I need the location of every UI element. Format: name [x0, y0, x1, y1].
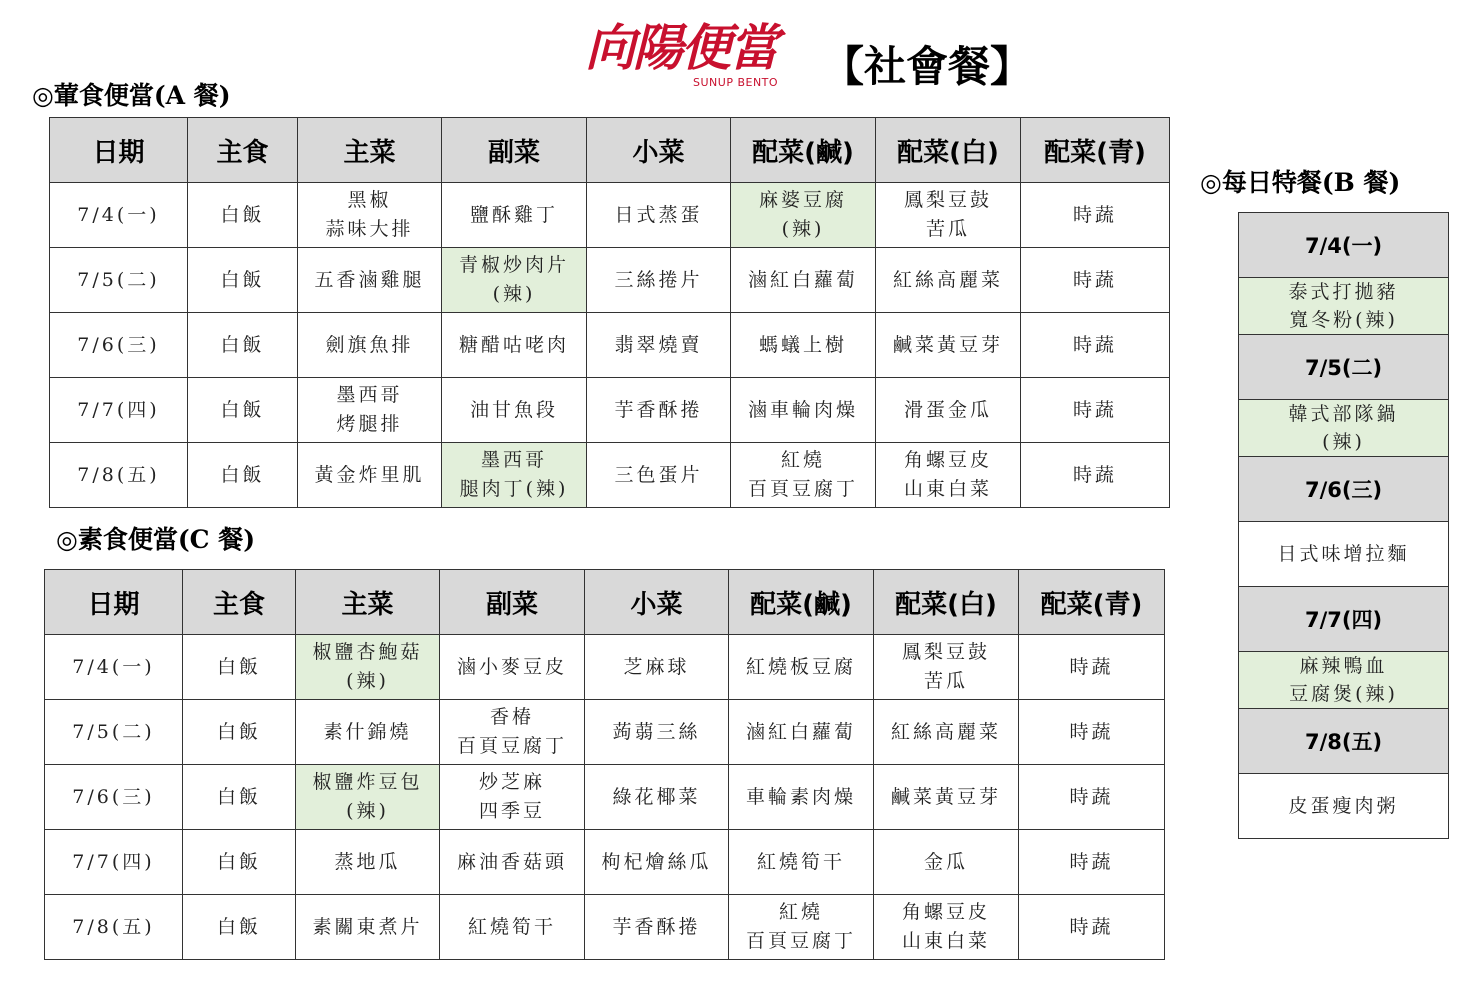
cell-text-line: (辣) — [492, 283, 536, 305]
cell-text-line: 7/8(五) — [72, 915, 155, 938]
cell-text-line: 鹹菜黃豆芽 — [892, 333, 1003, 356]
cell-text-line: 五香滷雞腿 — [314, 268, 425, 291]
dish-cell — [188, 183, 298, 248]
dish-cell — [188, 378, 298, 443]
cell-text-line: 黃金炸里肌 — [314, 463, 425, 486]
date-cell — [50, 313, 188, 378]
cell-text-line: 時蔬 — [1072, 463, 1117, 486]
dish-cell — [729, 895, 874, 960]
cell-text-line: 綠花椰菜 — [612, 785, 701, 808]
cell-text-line: 白飯 — [216, 720, 261, 743]
dish-cell — [1019, 635, 1165, 700]
cell-text-line: 時蔬 — [1069, 720, 1114, 743]
special-dish-cell — [1239, 774, 1449, 839]
cell-text-line: 7/7(四) — [77, 398, 160, 421]
cell-text-line: 時蔬 — [1072, 268, 1117, 291]
cell-text-line: 時蔬 — [1069, 655, 1114, 678]
column-header: 主菜 — [296, 570, 440, 635]
date-cell — [50, 248, 188, 313]
cell-text-line: 時蔬 — [1072, 398, 1117, 421]
dish-cell — [876, 443, 1021, 508]
brand-name: 向陽便當 — [585, 18, 777, 77]
dish-cell — [183, 830, 296, 895]
cell-text-line: 時蔬 — [1069, 850, 1114, 873]
cell-text-line: 三色蛋片 — [614, 463, 703, 486]
cell-text-line: 白飯 — [216, 850, 261, 873]
dish-cell — [1021, 183, 1170, 248]
dish-cell — [298, 313, 442, 378]
special-dish-cell — [1239, 400, 1449, 457]
cell-text-line: 山東白菜 — [903, 478, 992, 500]
cell-text-line: 枸杞燴絲瓜 — [601, 850, 712, 873]
special-dish-cell — [1239, 522, 1449, 587]
dish-cell — [731, 443, 876, 508]
cell-text-line: 螞蟻上樹 — [758, 333, 847, 356]
cell-text-line: 白飯 — [216, 655, 261, 678]
cell-text-line: 日式味增拉麵 — [1277, 543, 1410, 565]
dish-cell — [298, 443, 442, 508]
cell-text-line: 墨西哥 — [480, 449, 547, 471]
dish-cell — [1021, 248, 1170, 313]
dish-cell — [587, 313, 731, 378]
cell-text-line: 鹽酥雞丁 — [469, 203, 558, 226]
cell-text-line: 滷小麥豆皮 — [456, 655, 567, 678]
dish-cell — [585, 830, 729, 895]
cell-text-line: 7/4(一) — [72, 655, 155, 678]
cell-text-line: 時蔬 — [1072, 333, 1117, 356]
dish-cell — [587, 378, 731, 443]
page-title: 【社會餐】 — [822, 42, 1033, 91]
dish-cell — [296, 700, 440, 765]
dish-cell — [874, 830, 1019, 895]
section-b-title: ◎每日特餐(B 餐) — [1200, 168, 1401, 197]
table-row — [50, 378, 1170, 443]
dish-cell — [183, 765, 296, 830]
dish-cell — [731, 313, 876, 378]
dish-cell — [585, 700, 729, 765]
cell-text-line: 炒芝麻 — [478, 771, 545, 793]
dish-cell — [442, 248, 587, 313]
dish-cell — [874, 895, 1019, 960]
cell-text-line: 烤腿排 — [336, 413, 403, 435]
cell-text-line: 鳳梨豆鼓 — [903, 189, 992, 211]
cell-text-line: 紅絲高麗菜 — [890, 720, 1001, 743]
cell-text-line: 滷紅白蘿蔔 — [747, 268, 858, 291]
dish-cell — [729, 765, 874, 830]
cell-text-line: 豆腐煲(辣) — [1289, 683, 1398, 705]
dish-cell — [188, 248, 298, 313]
dish-cell — [440, 700, 585, 765]
cell-text-line: 時蔬 — [1072, 203, 1117, 226]
table-header-row — [45, 570, 1165, 635]
date-cell — [45, 635, 183, 700]
column-header: 配菜(鹹) — [731, 118, 876, 183]
cell-text-line: 紅燒筍干 — [467, 915, 556, 938]
dish-cell — [876, 378, 1021, 443]
cell-text-line: 時蔬 — [1069, 915, 1114, 938]
dish-cell — [876, 313, 1021, 378]
table-row — [45, 700, 1165, 765]
dish-cell — [876, 248, 1021, 313]
dish-cell — [296, 895, 440, 960]
cell-text-line: 韓式部隊鍋 — [1288, 403, 1399, 425]
cell-text-line: 寬冬粉(辣) — [1289, 309, 1398, 331]
date-cell — [45, 895, 183, 960]
cell-text-line: 角螺豆皮 — [901, 901, 990, 923]
dish-cell — [1019, 700, 1165, 765]
dish-cell — [587, 183, 731, 248]
cell-text-line: 糖醋咕咾肉 — [458, 333, 569, 356]
dish-cell — [183, 895, 296, 960]
dish-cell — [1019, 895, 1165, 960]
dish-cell — [296, 830, 440, 895]
dish-cell — [183, 700, 296, 765]
cell-text-line: 紅絲高麗菜 — [892, 268, 1003, 291]
dish-cell — [440, 635, 585, 700]
cell-text-line: 紅燒筍干 — [756, 850, 845, 873]
dish-cell — [731, 183, 876, 248]
cell-text-line: (辣) — [781, 218, 825, 240]
column-header: 配菜(白) — [874, 570, 1019, 635]
dish-cell — [440, 765, 585, 830]
dish-cell — [442, 183, 587, 248]
cell-text-line: 7/6(三) — [72, 785, 155, 808]
cell-text-line: 白飯 — [216, 915, 261, 938]
table-row — [50, 443, 1170, 508]
dish-cell — [188, 443, 298, 508]
cell-text-line: 翡翠燒賣 — [614, 333, 703, 356]
cell-text-line: 劍旗魚排 — [325, 333, 414, 356]
cell-text-line: 素什錦燒 — [323, 720, 412, 743]
dish-cell — [298, 248, 442, 313]
cell-text-line: 白飯 — [220, 203, 265, 226]
column-header: 主食 — [188, 118, 298, 183]
date-cell — [45, 765, 183, 830]
cell-text-line: 滑蛋金瓜 — [903, 398, 992, 421]
cell-text-line: 椒鹽炸豆包 — [312, 771, 423, 793]
dish-cell — [874, 635, 1019, 700]
cell-text-line: 角螺豆皮 — [903, 449, 992, 471]
cell-text-line: 紅燒 — [778, 901, 823, 923]
table-row — [50, 248, 1170, 313]
cell-text-line: 日式蒸蛋 — [614, 203, 703, 226]
dish-cell — [1019, 830, 1165, 895]
dish-cell — [296, 635, 440, 700]
cell-text-line: 麻辣鴨血 — [1299, 655, 1388, 677]
cell-text-line: 百頁豆腐丁 — [745, 930, 856, 952]
date-cell — [45, 700, 183, 765]
cell-text-line: 三絲捲片 — [614, 268, 703, 291]
column-header: 日期 — [45, 570, 183, 635]
cell-text-line: 四季豆 — [478, 800, 545, 822]
column-header: 配菜(白) — [876, 118, 1021, 183]
dish-cell — [585, 895, 729, 960]
column-header: 配菜(青) — [1019, 570, 1165, 635]
dish-cell — [874, 765, 1019, 830]
cell-text-line: 白飯 — [220, 463, 265, 486]
brand-logo — [585, 18, 780, 88]
cell-text-line: 鳳梨豆鼓 — [901, 641, 990, 663]
cell-text-line: 山東白菜 — [901, 930, 990, 952]
dish-cell — [729, 635, 874, 700]
dish-cell — [188, 313, 298, 378]
cell-text-line: 泰式打拋豬 — [1288, 281, 1399, 303]
menu-table-b — [1238, 212, 1449, 839]
cell-text-line: 百頁豆腐丁 — [747, 478, 858, 500]
cell-text-line: 白飯 — [216, 785, 261, 808]
dish-cell — [1021, 378, 1170, 443]
cell-text-line: 皮蛋瘦肉粥 — [1288, 795, 1399, 817]
dish-cell — [585, 765, 729, 830]
date-cell — [50, 443, 188, 508]
cell-text-line: 麻油香菇頭 — [456, 850, 567, 873]
cell-text-line: 7/5(二) — [77, 268, 160, 291]
special-date-cell: 7/7(四) — [1239, 587, 1449, 652]
cell-text-line: (辣) — [346, 800, 389, 822]
cell-text-line: 香椿 — [489, 706, 534, 728]
dish-cell — [729, 700, 874, 765]
cell-text-line: 白飯 — [220, 333, 265, 356]
menu-table-a — [49, 117, 1170, 508]
dish-cell — [587, 443, 731, 508]
special-date-cell: 7/5(二) — [1239, 335, 1449, 400]
cell-text-line: 7/6(三) — [77, 333, 160, 356]
date-cell — [45, 830, 183, 895]
dish-cell — [440, 895, 585, 960]
special-dish-cell — [1239, 652, 1449, 709]
dish-cell — [1021, 313, 1170, 378]
cell-text-line: 白飯 — [220, 268, 265, 291]
cell-text-line: 素關東煮片 — [312, 915, 423, 938]
cell-text-line: 7/8(五) — [77, 463, 160, 486]
cell-text-line: 時蔬 — [1069, 785, 1114, 808]
special-date-cell: 7/4(一) — [1239, 213, 1449, 278]
cell-text-line: 紅燒 — [780, 449, 825, 471]
section-c-title: ◎素食便當(C 餐) — [56, 525, 256, 554]
cell-text-line: 滷車輪肉燥 — [747, 398, 858, 421]
column-header: 副菜 — [442, 118, 587, 183]
dish-cell — [298, 183, 442, 248]
cell-text-line: 7/7(四) — [72, 850, 155, 873]
cell-text-line: (辣) — [1322, 431, 1365, 453]
cell-text-line: 7/5(二) — [72, 720, 155, 743]
dish-cell — [442, 443, 587, 508]
cell-text-line: 7/4(一) — [77, 203, 160, 226]
cell-text-line: 苦瓜 — [923, 670, 968, 692]
menu-table-c — [44, 569, 1165, 960]
date-cell — [50, 378, 188, 443]
cell-text-line: 蒟蒻三絲 — [612, 720, 701, 743]
special-date-cell: 7/8(五) — [1239, 709, 1449, 774]
dish-cell — [298, 378, 442, 443]
special-date-cell: 7/6(三) — [1239, 457, 1449, 522]
cell-text-line: 油甘魚段 — [469, 398, 558, 421]
column-header: 主食 — [183, 570, 296, 635]
table-row — [45, 635, 1165, 700]
brand-subtitle: SUNUP BENTO — [693, 76, 779, 89]
dish-cell — [874, 700, 1019, 765]
cell-text-line: 腿肉丁(辣) — [459, 478, 569, 500]
dish-cell — [442, 378, 587, 443]
cell-text-line: 蒸地瓜 — [334, 850, 401, 873]
cell-text-line: 苦瓜 — [925, 218, 970, 240]
table-row — [45, 895, 1165, 960]
column-header: 主菜 — [298, 118, 442, 183]
date-cell — [50, 183, 188, 248]
cell-text-line: 白飯 — [220, 398, 265, 421]
dish-cell — [731, 248, 876, 313]
dish-cell — [183, 635, 296, 700]
column-header: 日期 — [50, 118, 188, 183]
dish-cell — [440, 830, 585, 895]
cell-text-line: 麻婆豆腐 — [758, 189, 847, 211]
cell-text-line: 芋香酥捲 — [614, 398, 703, 421]
dish-cell — [1021, 443, 1170, 508]
table-row — [45, 765, 1165, 830]
cell-text-line: 百頁豆腐丁 — [456, 735, 567, 757]
section-a-title: ◎葷食便當(A 餐) — [32, 81, 231, 110]
dish-cell — [587, 248, 731, 313]
dish-cell — [729, 830, 874, 895]
cell-text-line: 金瓜 — [923, 850, 968, 873]
dish-cell — [876, 183, 1021, 248]
dish-cell — [442, 313, 587, 378]
column-header: 小菜 — [587, 118, 731, 183]
column-header: 配菜(鹹) — [729, 570, 874, 635]
cell-text-line: 滷紅白蘿蔔 — [745, 720, 856, 743]
table-row — [50, 183, 1170, 248]
dish-cell — [1019, 765, 1165, 830]
cell-text-line: 鹹菜黃豆芽 — [890, 785, 1001, 808]
cell-text-line: (辣) — [346, 670, 389, 692]
cell-text-line: 墨西哥 — [336, 384, 403, 406]
cell-text-line: 車輪素肉燥 — [745, 785, 856, 808]
cell-text-line: 芝麻球 — [623, 655, 690, 678]
cell-text-line: 椒鹽杏鮑菇 — [312, 641, 423, 663]
cell-text-line: 黑椒 — [347, 189, 392, 211]
cell-text-line: 紅燒板豆腐 — [745, 655, 856, 678]
table-row — [50, 313, 1170, 378]
dish-cell — [585, 635, 729, 700]
column-header: 小菜 — [585, 570, 729, 635]
table-row — [45, 830, 1165, 895]
dish-cell — [731, 378, 876, 443]
dish-cell — [296, 765, 440, 830]
cell-text-line: 青椒炒肉片 — [458, 254, 569, 276]
special-dish-cell — [1239, 278, 1449, 335]
column-header: 配菜(青) — [1021, 118, 1170, 183]
cell-text-line: 蒜味大排 — [325, 218, 414, 240]
table-header-row — [50, 118, 1170, 183]
column-header: 副菜 — [440, 570, 585, 635]
cell-text-line: 芋香酥捲 — [612, 915, 701, 938]
